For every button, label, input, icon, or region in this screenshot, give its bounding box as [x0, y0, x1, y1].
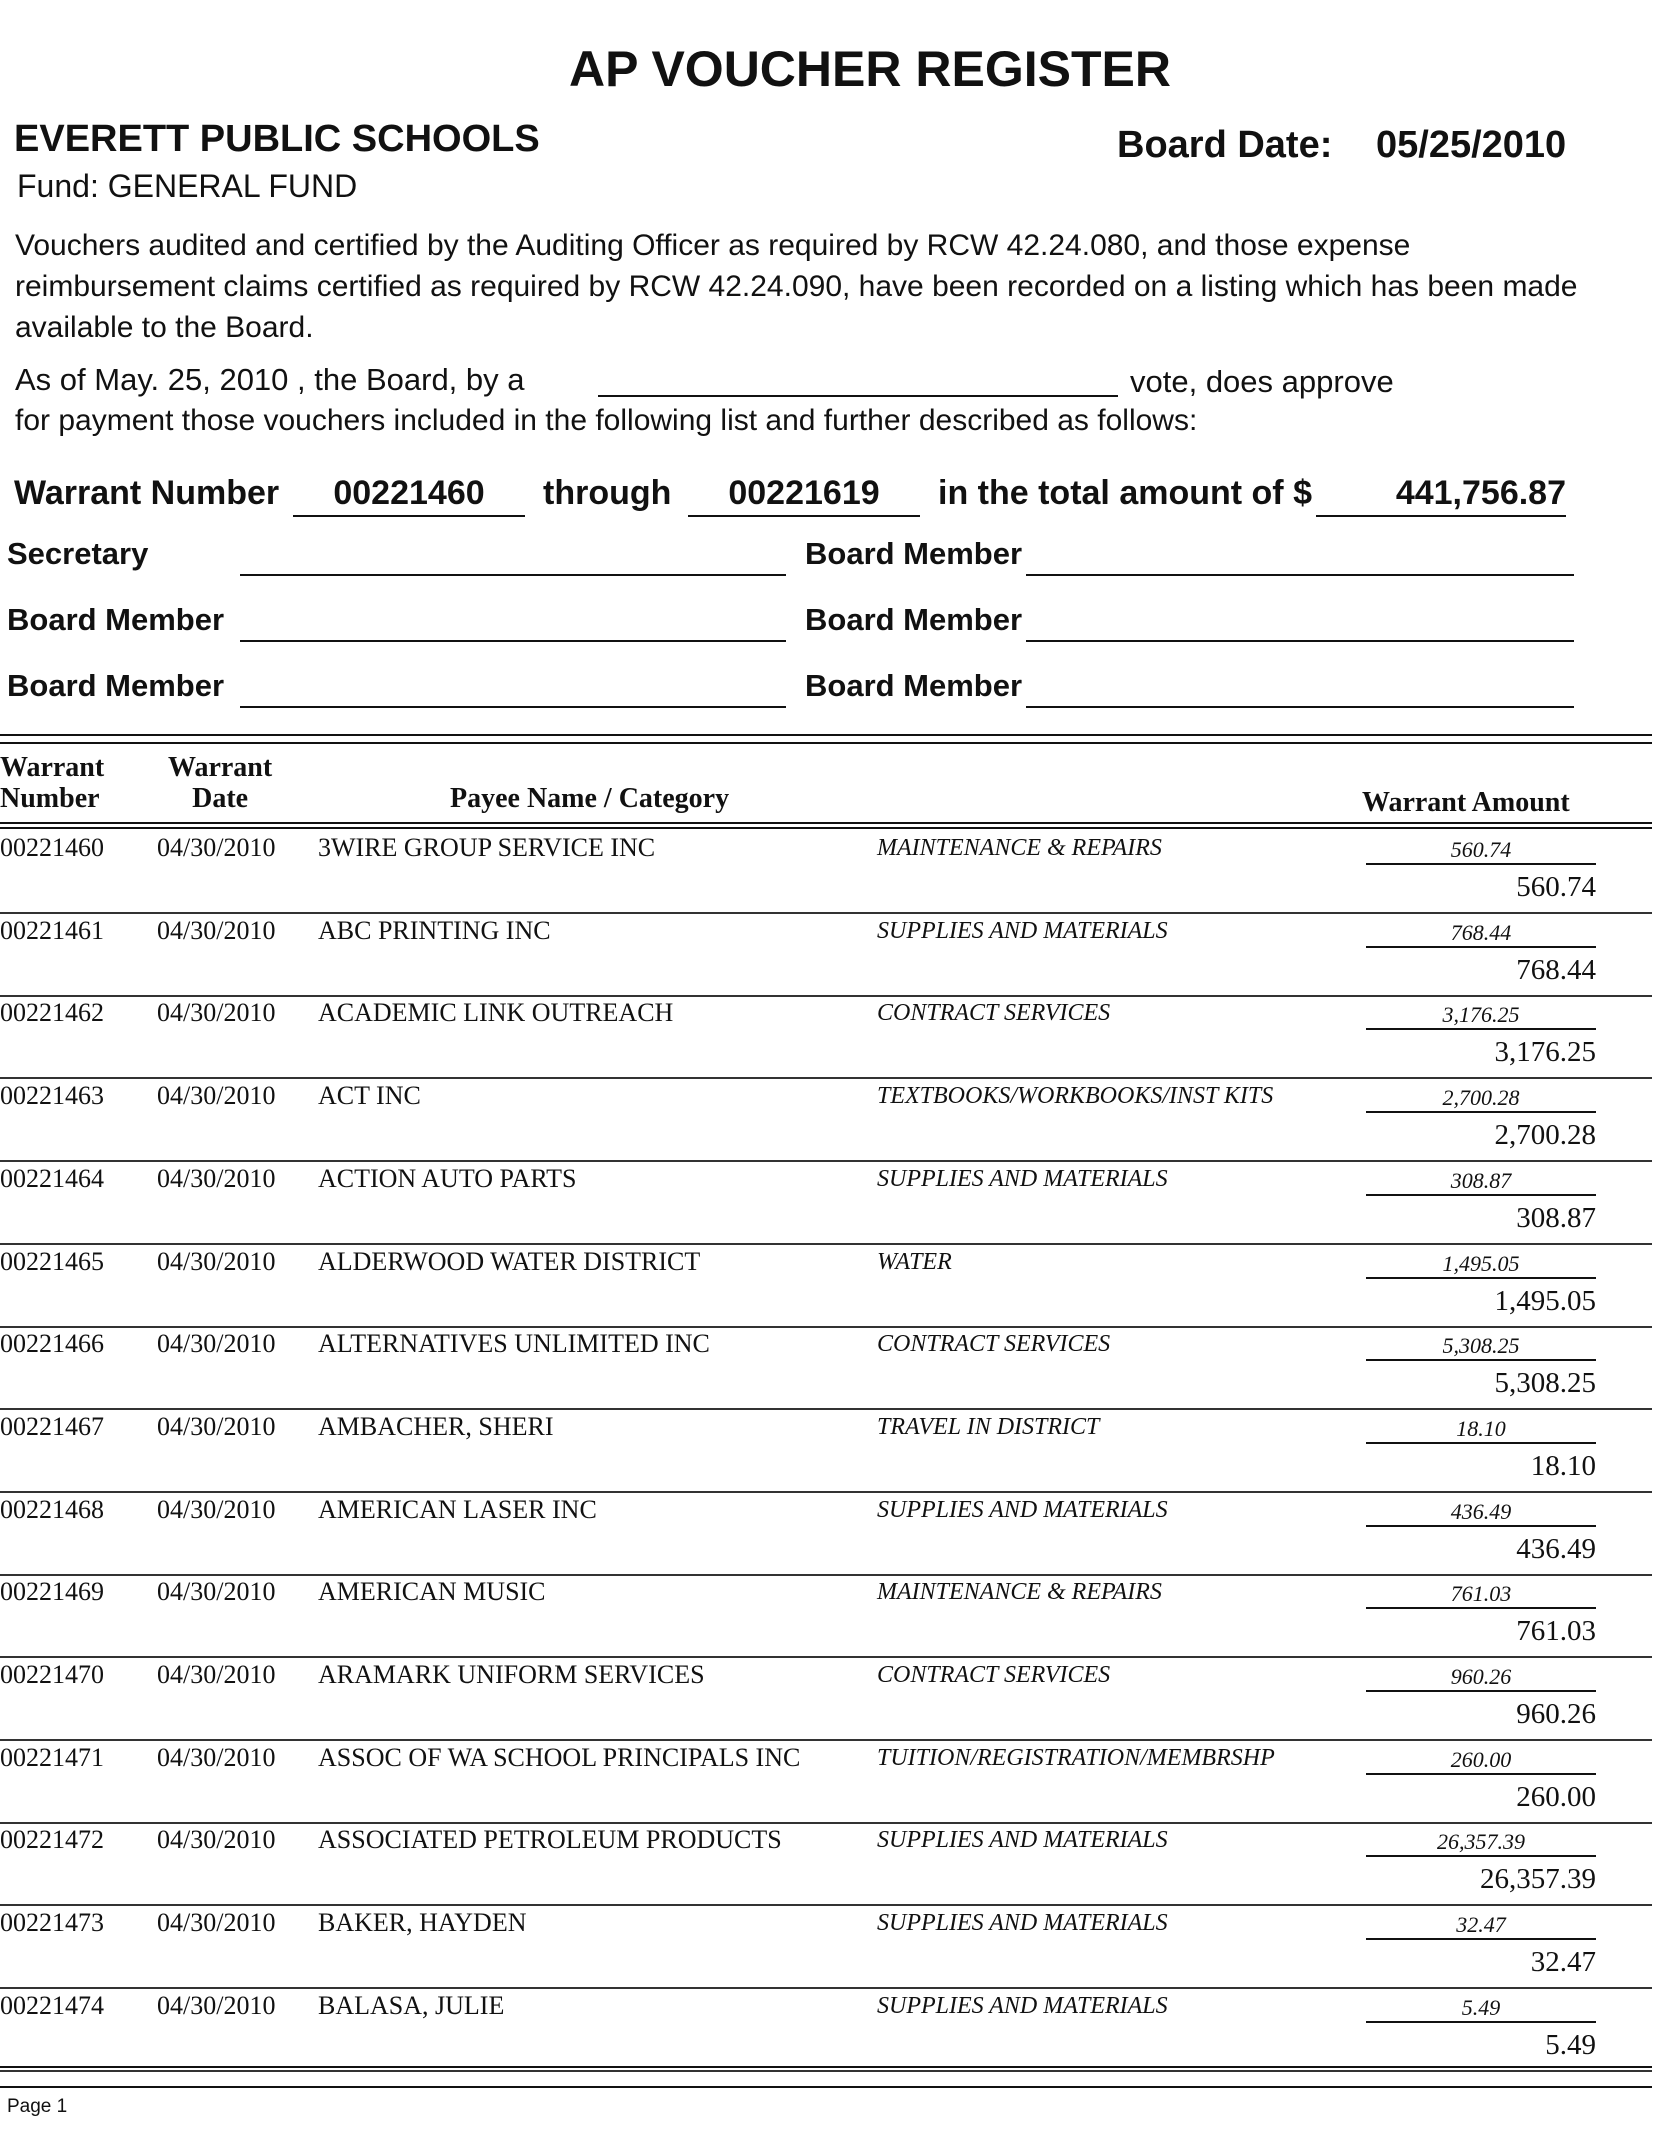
payee-category: MAINTENANCE & REPAIRS	[877, 835, 1162, 861]
warrant-amount: 260.00	[1516, 1780, 1596, 1813]
payee-category: SUPPLIES AND MATERIALS	[877, 917, 1168, 944]
payee-name: ACADEMIC LINK OUTREACH	[318, 998, 674, 1028]
warrant-number: 00221472	[0, 1825, 104, 1855]
category-subtotal: 2,700.28	[1366, 1085, 1596, 1113]
warrant-amount: 5,308.25	[1494, 1367, 1596, 1400]
warrant-number: 00221465	[0, 1246, 104, 1276]
table-row	[0, 1327, 1652, 1410]
warrant-date: 04/30/2010	[157, 1660, 276, 1689]
warrant-date: 04/30/2010	[157, 833, 276, 862]
payee-name: BAKER, HAYDEN	[318, 1908, 527, 1938]
warrant-amount: 560.74	[1516, 871, 1596, 903]
payee-name: 3WIRE GROUP SERVICE INC	[318, 833, 656, 862]
category-subtotal: 26,357.39	[1366, 1829, 1596, 1857]
category-subtotal: 960.26	[1366, 1664, 1596, 1692]
payee-category: SUPPLIES AND MATERIALS	[877, 1496, 1168, 1523]
category-subtotal: 1,495.05	[1366, 1251, 1596, 1279]
total-amount: 441,756.87	[1316, 474, 1566, 517]
warrant-number: 00221470	[0, 1660, 104, 1689]
payee-category: CONTRACT SERVICES	[877, 1331, 1111, 1358]
board-member-signature-line	[240, 640, 786, 642]
header-rule	[0, 734, 1652, 736]
board-member-signature-line	[240, 706, 786, 708]
payee-name: ALTERNATIVES UNLIMITED INC	[318, 1329, 710, 1359]
vote-text: vote, does approve	[1130, 364, 1394, 399]
warrant-number: 00221467	[0, 1411, 104, 1441]
warrant-number: 00221474	[0, 1990, 104, 2020]
total-amount-label: in the total amount of $	[938, 474, 1312, 512]
warrant-amount: 436.49	[1516, 1532, 1596, 1565]
payee-category: SUPPLIES AND MATERIALS	[877, 1992, 1168, 2019]
fund-label: Fund: GENERAL FUND	[17, 168, 358, 204]
board-member-signature-line	[1026, 640, 1574, 642]
warrant-number: 00221473	[0, 1908, 104, 1938]
table-row	[0, 1410, 1652, 1493]
category-subtotal: 32.47	[1366, 1912, 1596, 1940]
warrant-date: 04/30/2010	[157, 1246, 276, 1276]
payee-name: ACT INC	[318, 1081, 421, 1111]
board-member-label: Board Member	[805, 668, 1023, 703]
board-date-label: Board Date:	[1117, 124, 1333, 166]
col-header-warrant-amount: Warrant Amount	[1362, 787, 1570, 818]
warrant-amount: 2,700.28	[1494, 1119, 1596, 1152]
vote-blank-line	[598, 395, 1118, 397]
warrant-date: 04/30/2010	[157, 1742, 276, 1772]
category-subtotal: 308.87	[1366, 1168, 1596, 1196]
warrant-date: 04/30/2010	[157, 1329, 276, 1359]
warrant-date: 04/30/2010	[157, 1577, 276, 1607]
table-row	[0, 1079, 1652, 1162]
warrant-date: 04/30/2010	[157, 915, 276, 945]
warrant-amount: 26,357.39	[1480, 1863, 1596, 1896]
warrant-amount: 768.44	[1516, 953, 1596, 986]
warrant-date: 04/30/2010	[157, 1081, 276, 1111]
warrant-number: 00221468	[0, 1494, 104, 1524]
payee-name: ALDERWOOD WATER DISTRICT	[318, 1246, 701, 1276]
payee-category: SUPPLIES AND MATERIALS	[877, 1827, 1168, 1854]
payee-category: MAINTENANCE & REPAIRS	[877, 1579, 1162, 1606]
warrant-number: 00221471	[0, 1742, 104, 1772]
payment-text: for payment those vouchers included in the following list and further described as follows:	[15, 404, 1198, 437]
board-member-signature-line	[1026, 574, 1574, 576]
payee-name: ASSOC OF WA SCHOOL PRINCIPALS INC	[318, 1742, 801, 1772]
board-member-label: Board Member	[7, 602, 225, 637]
secretary-signature-line	[240, 574, 786, 576]
header-rule	[0, 742, 1652, 744]
payee-category: SUPPLIES AND MATERIALS	[877, 1165, 1168, 1192]
category-subtotal: 18.10	[1366, 1416, 1596, 1444]
table-header-rule	[0, 827, 1652, 829]
table-row	[0, 1245, 1652, 1328]
payee-category: SUPPLIES AND MATERIALS	[877, 1910, 1168, 1937]
board-member-label: Board Member	[805, 536, 1023, 571]
footer-rule	[0, 2086, 1652, 2088]
payee-name: BALASA, JULIE	[318, 1990, 505, 2020]
board-member-label: Board Member	[7, 668, 225, 703]
warrant-number: 00221463	[0, 1081, 104, 1111]
payee-category: TEXTBOOKS/WORKBOOKS/INST KITS	[877, 1083, 1274, 1110]
warrant-to: 00221619	[688, 474, 920, 517]
warrant-date: 04/30/2010	[157, 1163, 276, 1193]
warrant-number: 00221469	[0, 1577, 104, 1607]
warrant-amount: 5.49	[1545, 2028, 1596, 2061]
warrant-amount: 308.87	[1516, 1201, 1596, 1234]
table-row	[0, 1575, 1652, 1658]
category-subtotal: 3,176.25	[1366, 1002, 1596, 1030]
payee-name: ARAMARK UNIFORM SERVICES	[318, 1660, 705, 1689]
secretary-label: Secretary	[7, 536, 149, 571]
warrant-number: 00221464	[0, 1163, 104, 1193]
warrant-number: 00221461	[0, 915, 104, 945]
through-label: through	[543, 474, 672, 512]
warrant-amount: 960.26	[1516, 1698, 1596, 1730]
category-subtotal: 560.74	[1366, 837, 1596, 865]
warrant-number-label: Warrant Number	[14, 474, 280, 512]
payee-category: CONTRACT SERVICES	[877, 1662, 1111, 1688]
board-date-value: 05/25/2010	[1376, 124, 1567, 166]
warrant-from: 00221460	[293, 474, 525, 517]
table-row	[0, 831, 1652, 914]
col-header-payee: Payee Name / Category	[450, 783, 730, 814]
table-row	[0, 1658, 1652, 1741]
footer-rule	[0, 2066, 1652, 2068]
warrant-date: 04/30/2010	[157, 1990, 276, 2020]
payee-name: ACTION AUTO PARTS	[318, 1163, 577, 1193]
page-number: Page 1	[7, 2096, 68, 2117]
category-subtotal: 436.49	[1366, 1499, 1596, 1527]
warrant-amount: 32.47	[1530, 1946, 1596, 1979]
warrant-amount: 18.10	[1530, 1449, 1596, 1482]
payee-name: AMERICAN LASER INC	[318, 1494, 597, 1524]
table-row	[0, 1823, 1652, 1906]
table-row	[0, 1493, 1652, 1576]
warrant-amount: 1,495.05	[1494, 1284, 1596, 1317]
certification-paragraph: Vouchers audited and certified by the Auditing Officer as required by RCW 42.24.080, and those expense reimbursement claims certified as required by RCW 42.24.090, have been recorded on a listing which has been made available to the Board.	[15, 229, 1578, 344]
col-header-warrant-number: Warrant Number	[0, 752, 105, 814]
warrant-amount: 3,176.25	[1494, 1036, 1596, 1069]
page-title: AP VOUCHER REGISTER	[569, 41, 1171, 97]
payee-category: CONTRACT SERVICES	[877, 1000, 1111, 1027]
board-member-label: Board Member	[805, 602, 1023, 637]
payee-name: ABC PRINTING INC	[318, 915, 551, 945]
as-of-text: As of May. 25, 2010 , the Board, by a	[15, 362, 525, 397]
payee-name: AMERICAN MUSIC	[318, 1577, 546, 1607]
warrant-date: 04/30/2010	[157, 1494, 276, 1524]
table-row	[0, 1906, 1652, 1989]
table-row	[0, 1989, 1652, 2072]
category-subtotal: 5.49	[1366, 1995, 1596, 2023]
warrant-date: 04/30/2010	[157, 998, 276, 1028]
warrant-date: 04/30/2010	[157, 1825, 276, 1855]
table-row	[0, 1741, 1652, 1824]
school-name: EVERETT PUBLIC SCHOOLS	[14, 118, 540, 160]
table-row	[0, 1162, 1652, 1245]
warrant-date: 04/30/2010	[157, 1411, 276, 1441]
payee-category: TUITION/REGISTRATION/MEMBRSHP	[877, 1744, 1275, 1771]
warrant-amount: 761.03	[1516, 1615, 1596, 1648]
payee-category: WATER	[877, 1248, 952, 1275]
table-row	[0, 914, 1652, 997]
payee-category: TRAVEL IN DISTRICT	[877, 1413, 1100, 1440]
warrant-number: 00221466	[0, 1329, 104, 1359]
category-subtotal: 768.44	[1366, 920, 1596, 948]
payee-name: ASSOCIATED PETROLEUM PRODUCTS	[318, 1825, 782, 1855]
payee-name: AMBACHER, SHERI	[318, 1411, 554, 1441]
warrant-date: 04/30/2010	[157, 1908, 276, 1938]
board-member-signature-line	[1026, 706, 1574, 708]
table-header-rule	[0, 822, 1652, 824]
row-divider	[0, 2070, 1652, 2072]
table-row	[0, 996, 1652, 1079]
category-subtotal: 761.03	[1366, 1581, 1596, 1609]
category-subtotal: 260.00	[1366, 1747, 1596, 1775]
col-header-warrant-date: Warrant Date	[168, 752, 273, 814]
warrant-number: 00221460	[0, 833, 104, 862]
warrant-number: 00221462	[0, 998, 104, 1028]
category-subtotal: 5,308.25	[1366, 1333, 1596, 1361]
